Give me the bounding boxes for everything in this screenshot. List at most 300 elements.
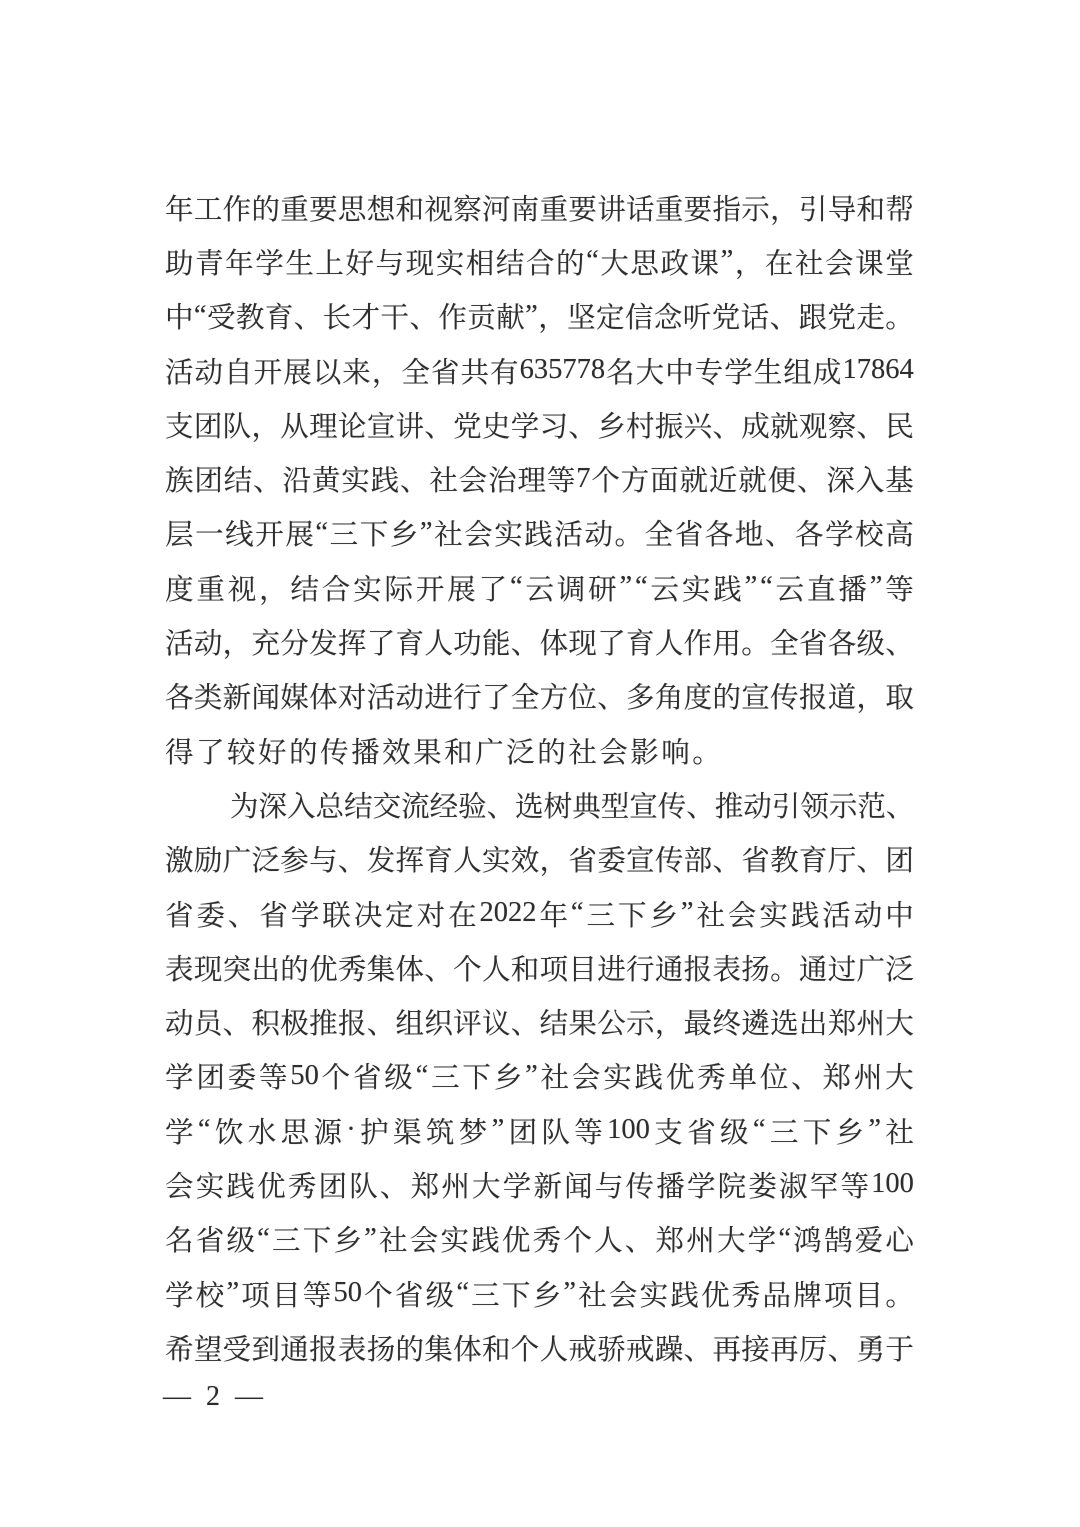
glyph: 发 <box>366 846 396 878</box>
glyph: 大 <box>716 1226 746 1258</box>
text-line <box>165 180 914 234</box>
glyph: ” <box>226 1277 240 1309</box>
glyph: 功 <box>453 629 482 661</box>
glyph: 讲 <box>597 194 626 226</box>
glyph: 单 <box>728 1063 758 1095</box>
glyph: 研 <box>588 574 617 606</box>
glyph: 会 <box>727 900 757 932</box>
glyph: 通 <box>280 1334 309 1366</box>
text-line <box>165 1049 914 1103</box>
glyph: 优 <box>501 1226 531 1258</box>
glyph: 希 <box>165 1334 194 1366</box>
glyph: 践 <box>471 1226 500 1258</box>
glyph: 乡 <box>493 1063 523 1095</box>
glyph: 范 <box>857 791 886 823</box>
glyph: 展 <box>285 520 314 552</box>
glyph: 就 <box>770 411 799 443</box>
glyph: 就 <box>738 466 767 498</box>
glyph: 察 <box>827 411 857 443</box>
glyph: 组 <box>395 1009 425 1041</box>
glyph: 取 <box>885 683 914 715</box>
glyph: 郑 <box>822 1063 851 1095</box>
glyph: 上 <box>315 248 344 280</box>
glyph: 类 <box>193 683 223 715</box>
glyph: ， <box>734 248 764 280</box>
glyph: 勇 <box>856 1334 886 1366</box>
glyph: 、 <box>796 466 826 498</box>
glyph: 、 <box>400 466 429 498</box>
glyph: 体 <box>395 954 425 986</box>
glyph: 实 <box>440 1226 469 1258</box>
glyph: 进 <box>597 954 626 986</box>
glyph: 教 <box>770 846 799 878</box>
glyph: 委 <box>597 846 626 878</box>
glyph: 报 <box>798 683 828 715</box>
glyph: 大 <box>600 248 629 280</box>
glyph: 要 <box>568 194 597 226</box>
glyph: “ <box>752 1114 766 1146</box>
glyph: 人 <box>481 954 511 986</box>
glyph: 有 <box>490 357 519 389</box>
glyph: 的 <box>556 248 585 280</box>
glyph: 学 <box>825 520 854 552</box>
glyph: 社 <box>429 466 458 498</box>
glyph: 学 <box>255 248 284 280</box>
glyph: 便 <box>767 466 797 498</box>
glyph: 、 <box>769 303 799 335</box>
glyph: 筑 <box>425 1117 455 1149</box>
glyph: 50 <box>333 1277 362 1309</box>
glyph: 突 <box>222 954 252 986</box>
glyph: 的 <box>251 194 280 226</box>
glyph: 的 <box>289 737 318 769</box>
glyph: 指 <box>712 194 741 226</box>
glyph: 果 <box>568 1009 597 1041</box>
glyph: 理 <box>309 411 338 443</box>
glyph: 实 <box>759 900 788 932</box>
glyph: 作 <box>222 194 252 226</box>
glyph: 和 <box>444 737 473 769</box>
glyph: 共 <box>460 357 489 389</box>
glyph: 践 <box>370 466 400 498</box>
glyph: 方 <box>539 683 569 715</box>
glyph: 社 <box>540 1063 570 1095</box>
glyph: 三 <box>272 1226 301 1258</box>
glyph: 动 <box>853 900 883 932</box>
glyph: 深 <box>258 791 288 823</box>
glyph: 目 <box>854 1280 884 1312</box>
glyph: 、 <box>791 1063 820 1095</box>
glyph: 与 <box>309 846 338 878</box>
glyph: “ <box>456 1277 469 1309</box>
glyph: 直 <box>806 574 836 606</box>
glyph: 织 <box>424 1009 453 1041</box>
glyph: 省 <box>430 357 460 389</box>
glyph: 议 <box>481 1009 511 1041</box>
glyph: 省 <box>798 629 828 661</box>
glyph: 与 <box>594 1171 624 1203</box>
glyph: ， <box>259 574 288 606</box>
glyph: 、 <box>253 466 282 498</box>
glyph: ” <box>619 571 633 603</box>
glyph: 州 <box>686 1226 715 1258</box>
glyph: 闻 <box>564 1171 593 1203</box>
glyph: 的 <box>712 683 741 715</box>
glyph: 大 <box>472 1171 501 1203</box>
glyph: 人 <box>424 629 453 661</box>
glyph: 想 <box>366 194 396 226</box>
glyph: 充 <box>251 629 280 661</box>
glyph: 践 <box>226 1171 255 1203</box>
glyph: 面 <box>650 466 679 498</box>
glyph: ” <box>419 516 433 548</box>
glyph: 社 <box>795 248 824 280</box>
glyph: 典 <box>572 791 601 823</box>
glyph: 现 <box>193 954 223 986</box>
glyph: 大 <box>885 1063 914 1095</box>
glyph: 会 <box>464 520 493 552</box>
glyph: 泛 <box>506 737 535 769</box>
glyph: 一 <box>195 520 224 552</box>
glyph: 爱 <box>854 1226 884 1258</box>
glyph: 践 <box>713 574 742 606</box>
glyph: 积 <box>251 1009 280 1041</box>
glyph: 秀 <box>532 1226 562 1258</box>
glyph: 表 <box>165 954 194 986</box>
glyph: 干 <box>380 303 410 335</box>
glyph: 才 <box>351 303 381 335</box>
glyph: 等 <box>546 466 576 498</box>
glyph: 、 <box>683 1334 713 1366</box>
glyph: 黄 <box>311 466 341 498</box>
glyph: 在 <box>448 900 477 932</box>
glyph: 心 <box>885 1226 914 1258</box>
glyph: 传 <box>654 846 684 878</box>
glyph: 得 <box>165 737 194 769</box>
glyph: 践 <box>790 900 820 932</box>
glyph: 表 <box>337 1334 367 1366</box>
glyph: 、 <box>856 846 886 878</box>
glyph: 课 <box>855 248 884 280</box>
glyph: 下 <box>802 1117 832 1149</box>
glyph: 各 <box>795 520 824 552</box>
glyph: 深 <box>826 466 855 498</box>
glyph: 三 <box>431 1063 460 1095</box>
glyph: 自 <box>224 357 253 389</box>
glyph: 最 <box>683 1009 713 1041</box>
glyph: 树 <box>543 791 573 823</box>
glyph: 际 <box>384 574 414 606</box>
glyph: 受 <box>222 1334 252 1366</box>
glyph: 来 <box>342 357 371 389</box>
glyph: 要 <box>309 194 338 226</box>
glyph: 三 <box>329 520 359 552</box>
glyph: 乡 <box>532 1280 562 1312</box>
glyph: 好 <box>345 248 374 280</box>
glyph: 经 <box>429 791 459 823</box>
glyph: 个 <box>591 466 620 498</box>
glyph: 活 <box>822 900 851 932</box>
glyph: 、 <box>510 1009 540 1041</box>
glyph: 下 <box>302 1226 332 1258</box>
glyph: 帮 <box>885 194 914 226</box>
glyph: 等 <box>840 1171 869 1203</box>
glyph: 学 <box>686 1171 716 1203</box>
glyph: 、 <box>764 520 794 552</box>
glyph: 、 <box>510 629 540 661</box>
glyph: 激 <box>165 846 194 878</box>
glyph: 的 <box>280 954 309 986</box>
glyph: 社 <box>696 900 725 932</box>
glyph: 厅 <box>827 846 857 878</box>
glyph: 各 <box>827 629 857 661</box>
glyph: 、 <box>379 1171 409 1203</box>
glyph: 云 <box>775 574 805 606</box>
glyph: 和 <box>395 194 425 226</box>
glyph: 媒 <box>280 683 309 715</box>
glyph: 个 <box>563 1226 592 1258</box>
glyph: 视 <box>424 194 453 226</box>
glyph: 作 <box>683 629 713 661</box>
glyph: 联 <box>322 900 351 932</box>
glyph: 云 <box>650 574 680 606</box>
glyph: 集 <box>424 1334 453 1366</box>
glyph: 果 <box>413 737 442 769</box>
glyph: 动 <box>395 683 425 715</box>
glyph: 跟 <box>798 303 827 335</box>
glyph: 效 <box>510 846 540 878</box>
glyph: 助 <box>165 248 194 280</box>
glyph: 成 <box>812 357 842 389</box>
glyph: 等 <box>258 1063 288 1095</box>
glyph: 人 <box>594 1226 623 1258</box>
glyph: 示 <box>741 194 770 226</box>
glyph: 省 <box>165 900 194 932</box>
glyph: 新 <box>533 1171 562 1203</box>
glyph: 角 <box>654 683 684 715</box>
text-line <box>165 669 914 723</box>
glyph: 多 <box>626 683 655 715</box>
glyph: 了 <box>478 574 508 606</box>
glyph: 到 <box>251 1334 280 1366</box>
glyph: 校 <box>195 1280 225 1312</box>
glyph: 委 <box>196 900 225 932</box>
text-line <box>165 1320 914 1374</box>
glyph: 话 <box>740 303 770 335</box>
glyph: 地 <box>734 520 764 552</box>
glyph: “ <box>509 571 523 603</box>
glyph: 州 <box>856 1009 886 1041</box>
glyph: 成 <box>741 411 770 443</box>
glyph: 重 <box>280 194 309 226</box>
glyph: “ <box>193 299 207 331</box>
glyph: ” <box>525 1059 538 1091</box>
glyph: 出 <box>798 1009 828 1041</box>
glyph: 牌 <box>793 1280 822 1312</box>
glyph: 水 <box>247 1117 277 1149</box>
text-line <box>165 777 914 831</box>
glyph: 乡 <box>835 1117 865 1149</box>
glyph: 。 <box>741 629 770 661</box>
glyph: 、 <box>712 411 741 443</box>
glyph: 广 <box>475 737 504 769</box>
glyph: 泛 <box>251 846 280 878</box>
glyph: 再 <box>712 1334 741 1366</box>
glyph: 方 <box>620 466 650 498</box>
glyph: 位 <box>759 1063 789 1095</box>
glyph: 入 <box>287 791 316 823</box>
glyph: 省 <box>259 900 288 932</box>
glyph: 100 <box>607 1114 650 1146</box>
glyph: 体 <box>453 1334 482 1366</box>
glyph: 遴 <box>741 1009 770 1041</box>
document-body <box>165 180 914 1375</box>
glyph: 名 <box>165 1226 194 1258</box>
glyph: 了 <box>597 629 626 661</box>
glyph: ” <box>364 1222 377 1254</box>
glyph: 学 <box>510 411 540 443</box>
glyph: 省 <box>352 1063 382 1095</box>
glyph: 云 <box>525 574 554 606</box>
glyph: 、 <box>486 791 516 823</box>
glyph: “ <box>197 1114 211 1146</box>
glyph: 以 <box>312 357 342 389</box>
glyph: 挥 <box>337 629 367 661</box>
glyph: 望 <box>193 1334 223 1366</box>
glyph: 等 <box>885 574 914 606</box>
glyph: 层 <box>165 520 194 552</box>
glyph: 、 <box>885 629 914 661</box>
glyph: 三 <box>471 1280 500 1312</box>
glyph: 宣 <box>741 683 770 715</box>
glyph: 选 <box>770 1009 799 1041</box>
glyph: 专 <box>694 357 724 389</box>
glyph: 各 <box>704 520 734 552</box>
glyph: · <box>346 1114 356 1146</box>
glyph: 学 <box>165 1280 194 1312</box>
glyph: 动 <box>584 520 613 552</box>
glyph: 会 <box>458 466 488 498</box>
glyph: 下 <box>617 900 647 932</box>
glyph: 念 <box>653 303 683 335</box>
glyph: 对 <box>337 683 367 715</box>
glyph: 讲 <box>395 411 425 443</box>
glyph: 学 <box>502 1171 532 1203</box>
glyph: 宣 <box>626 846 655 878</box>
glyph: 高 <box>885 520 914 552</box>
glyph: 坚 <box>567 303 596 335</box>
glyph: 、 <box>597 683 626 715</box>
glyph: 扬 <box>366 1334 396 1366</box>
glyph: 级 <box>226 1226 255 1258</box>
glyph: 进 <box>424 683 453 715</box>
glyph: 、 <box>624 1226 654 1258</box>
glyph: 会 <box>409 1226 439 1258</box>
glyph: 报 <box>337 1009 367 1041</box>
glyph: 大 <box>885 1009 914 1041</box>
text-line <box>165 1157 914 1211</box>
glyph: 族 <box>165 466 194 498</box>
glyph: 部 <box>683 846 713 878</box>
glyph: 个 <box>321 1063 351 1095</box>
glyph: 开 <box>415 574 445 606</box>
glyph: 受 <box>206 303 236 335</box>
glyph: 开 <box>255 520 284 552</box>
glyph: 635778 <box>519 354 606 386</box>
glyph: 了 <box>196 737 225 769</box>
text-line <box>165 289 914 343</box>
glyph: 发 <box>309 629 338 661</box>
text-line <box>165 560 914 614</box>
glyph: 了 <box>366 629 396 661</box>
glyph: 支 <box>165 411 194 443</box>
glyph: 播 <box>656 1171 685 1203</box>
glyph: 结 <box>495 248 525 280</box>
glyph: 重 <box>196 574 225 606</box>
glyph: 秀 <box>337 954 367 986</box>
glyph: 出 <box>251 954 280 986</box>
glyph: 。 <box>770 954 799 986</box>
glyph: 省 <box>741 846 770 878</box>
glyph: 励 <box>193 846 223 878</box>
glyph: ” <box>868 1114 882 1146</box>
glyph: 听 <box>682 303 712 335</box>
glyph: 好 <box>258 737 287 769</box>
glyph: 下 <box>359 520 389 552</box>
glyph: 开 <box>253 357 283 389</box>
glyph: 集 <box>366 954 396 986</box>
glyph: 校 <box>855 520 884 552</box>
glyph: 团 <box>196 1063 225 1095</box>
glyph: 现 <box>405 248 435 280</box>
glyph: 选 <box>515 791 544 823</box>
glyph: 实 <box>341 466 370 498</box>
glyph: 结 <box>290 574 319 606</box>
glyph: 活 <box>165 357 194 389</box>
glyph: 级 <box>425 1280 455 1312</box>
glyph: 学 <box>165 1117 194 1149</box>
glyph: 育 <box>395 629 425 661</box>
glyph: 动 <box>193 629 223 661</box>
glyph: 于 <box>885 1334 914 1366</box>
glyph: 位 <box>568 683 597 715</box>
glyph: 项 <box>241 1280 270 1312</box>
glyph: 振 <box>654 411 684 443</box>
glyph: 会 <box>165 1171 194 1203</box>
glyph: 对 <box>416 900 446 932</box>
glyph: “ <box>586 245 599 277</box>
glyph: 党 <box>827 303 856 335</box>
glyph: 践 <box>670 1280 699 1312</box>
text-line <box>165 832 914 886</box>
glyph: ， <box>654 1009 684 1041</box>
glyph: 响 <box>661 737 690 769</box>
glyph: 工 <box>193 194 223 226</box>
glyph: 思 <box>280 1117 310 1149</box>
text-line <box>165 1266 914 1320</box>
glyph: ， <box>770 194 799 226</box>
glyph: 社 <box>578 1280 607 1312</box>
glyph: 活 <box>554 520 583 552</box>
glyph: 结 <box>539 1009 569 1041</box>
glyph: 员 <box>193 1009 223 1041</box>
glyph: 育 <box>798 846 828 878</box>
glyph: 贡 <box>467 303 496 335</box>
glyph: 、 <box>409 303 438 335</box>
glyph: 鸿 <box>793 1226 822 1258</box>
glyph: 秀 <box>697 1063 726 1095</box>
glyph: 省 <box>674 520 704 552</box>
